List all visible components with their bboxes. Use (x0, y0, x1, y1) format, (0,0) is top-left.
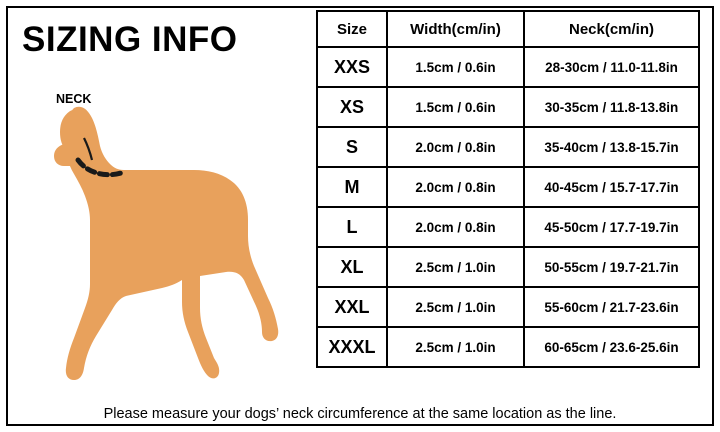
left-panel (8, 8, 308, 396)
table-row (317, 127, 699, 167)
cell-size: M (317, 167, 387, 207)
size-table (316, 10, 700, 368)
size-table-container (316, 10, 708, 394)
table-row (317, 167, 699, 207)
cell-neck: 35-40cm / 13.8-15.7in (524, 127, 699, 167)
cell-size: XS (317, 87, 387, 127)
table-row (317, 207, 699, 247)
table-row (317, 327, 699, 367)
cell-size: XXS (317, 47, 387, 87)
dog-silhouette-icon (54, 107, 278, 380)
table-row (317, 47, 699, 87)
cell-neck: 45-50cm / 17.7-19.7in (524, 207, 699, 247)
table-row (317, 247, 699, 287)
header-size: Size (317, 11, 387, 47)
cell-neck: 30-35cm / 11.8-13.8in (524, 87, 699, 127)
header-neck: Neck(cm/in) (524, 11, 699, 47)
cell-width: 2.0cm / 0.8in (387, 207, 524, 247)
cell-size: XXL (317, 287, 387, 327)
cell-neck: 50-55cm / 19.7-21.7in (524, 247, 699, 287)
cell-width: 2.5cm / 1.0in (387, 327, 524, 367)
cell-size: XL (317, 247, 387, 287)
cell-size: XXXL (317, 327, 387, 367)
cell-width: 2.0cm / 0.8in (387, 127, 524, 167)
cell-width: 1.5cm / 0.6in (387, 87, 524, 127)
dog-diagram (12, 70, 304, 390)
cell-neck: 28-30cm / 11.0-11.8in (524, 47, 699, 87)
neck-label: NECK (56, 92, 92, 106)
cell-neck: 60-65cm / 23.6-25.6in (524, 327, 699, 367)
table-header-row (317, 11, 699, 47)
table-row (317, 87, 699, 127)
measurement-note: Please measure your dogs’ neck circumference at the same location as the line. (103, 406, 617, 422)
table-row (317, 287, 699, 327)
header-width: Width(cm/in) (387, 11, 524, 47)
cell-neck: 55-60cm / 21.7-23.6in (524, 287, 699, 327)
cell-neck: 40-45cm / 15.7-17.7in (524, 167, 699, 207)
cell-width: 2.5cm / 1.0in (387, 287, 524, 327)
page-title: SIZING INFO (22, 20, 238, 59)
cell-width: 1.5cm / 0.6in (387, 47, 524, 87)
cell-size: L (317, 207, 387, 247)
cell-width: 2.5cm / 1.0in (387, 247, 524, 287)
cell-width: 2.0cm / 0.8in (387, 167, 524, 207)
cell-size: S (317, 127, 387, 167)
